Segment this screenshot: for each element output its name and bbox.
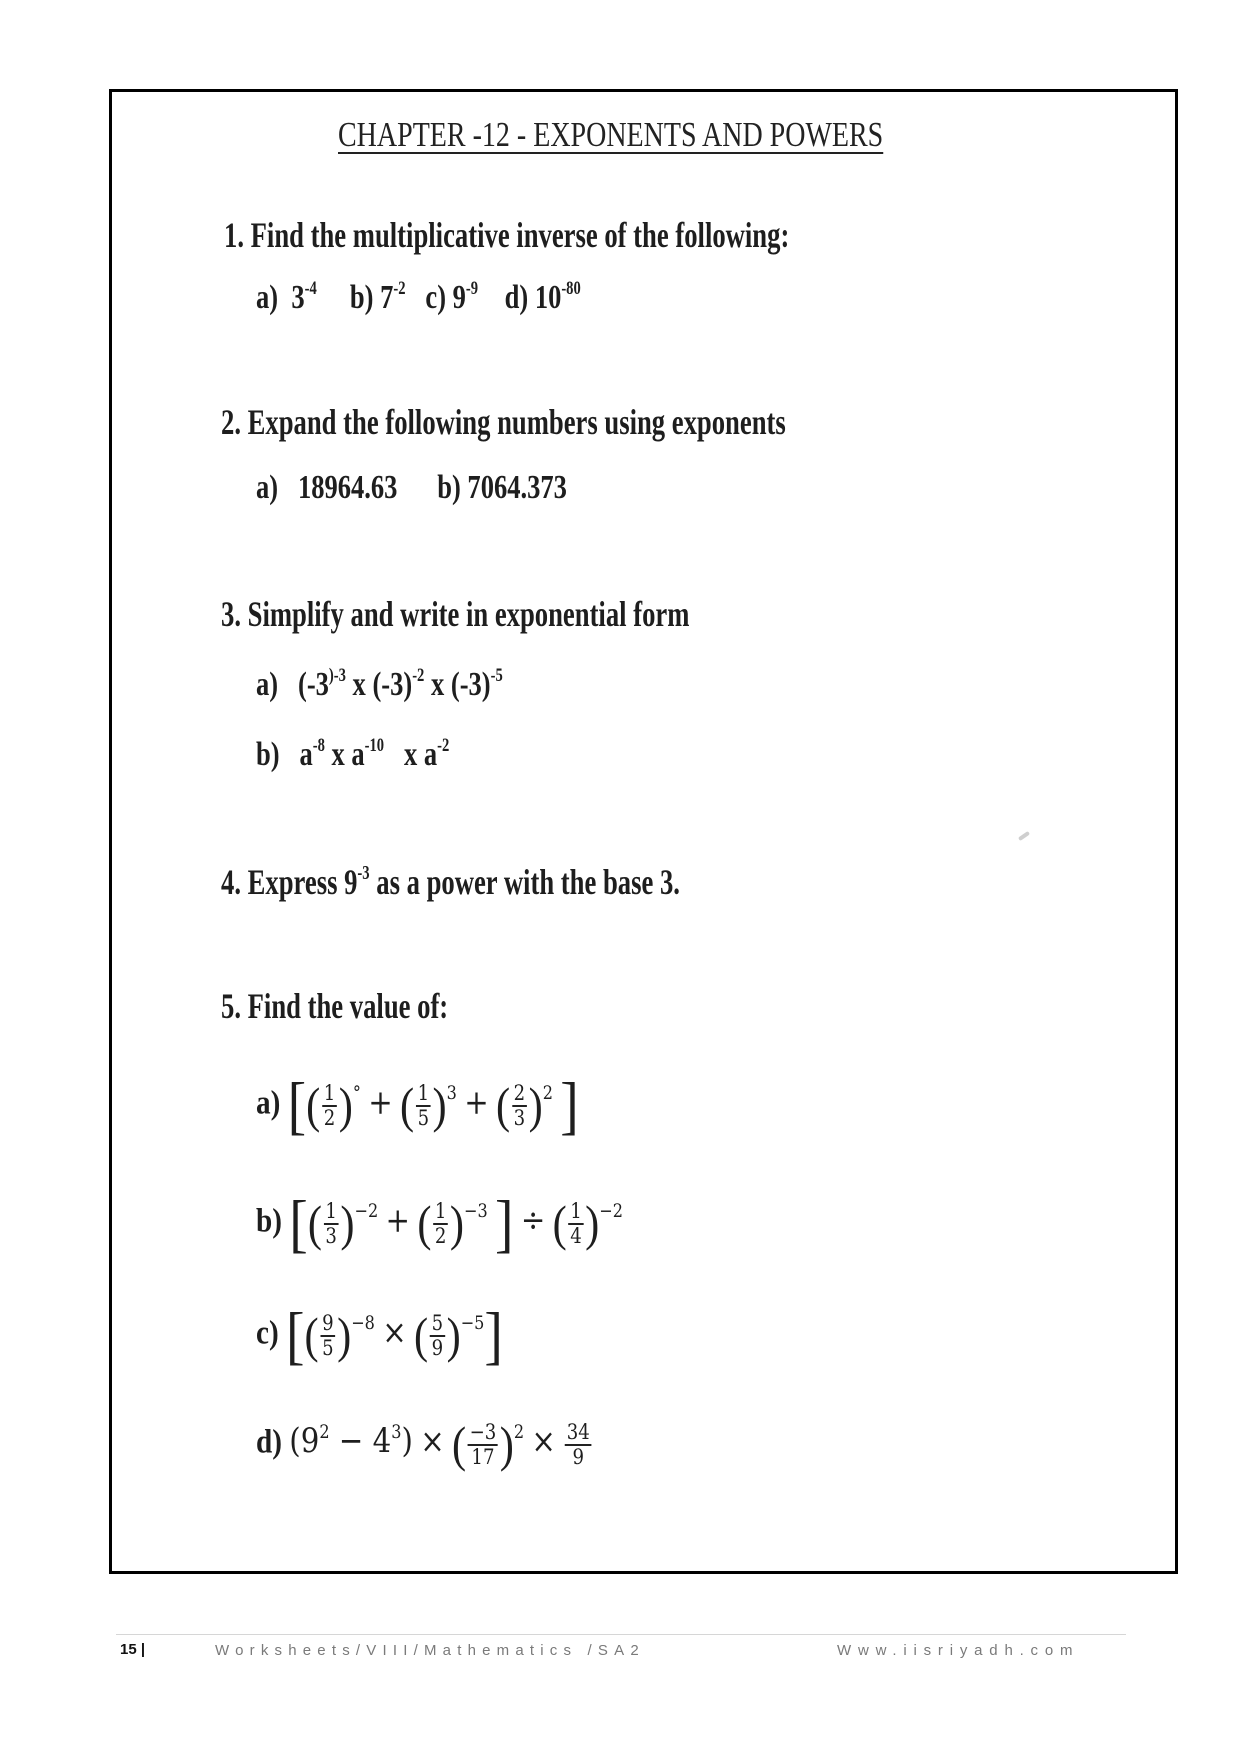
question-3 <box>221 593 689 635</box>
question-1 <box>224 214 789 256</box>
question-number: 5. <box>221 986 241 1026</box>
question-4: 4. Express $9^{-3}$ as a power with the base 3. <box>221 862 680 902</box>
question-number: 3. <box>221 594 241 634</box>
question-5-part-c: c) [( $\frac{9}{5}$ )$^{-8}$ × ( $\frac{5}{9}$ )$^{-5}$] <box>256 1299 503 1371</box>
expression: $3^{-4}$ <box>291 277 317 316</box>
question-prompt: Find the value of: <box>247 986 449 1026</box>
expression: $9^{-9}$ <box>452 277 479 316</box>
footer-path: Worksheets/VIII/Mathematics /SA2 <box>215 1642 645 1659</box>
expression: $9^{-3}$ <box>344 862 370 902</box>
expression: $7^{-2}$ <box>380 277 406 316</box>
question-5 <box>221 985 448 1027</box>
question-prompt: Simplify and write in exponential form <box>247 594 690 634</box>
question-1-parts: a) $3^{-4}$ b) $7^{-2}$ c) $9^{-9}$ d) $10^{-80}$ <box>256 277 581 316</box>
number-value: 18964.63 <box>297 469 398 506</box>
question-2 <box>221 401 786 443</box>
footer-website: Www.iisriyadh.com <box>837 1642 1080 1659</box>
question-5-part-b: b) [( $\frac{1}{3}$ )$^{-2}$ + ( $\frac{1}{2}$ )$^{-3}$ ] ÷ ( $\frac{1}{4}$ )$^{-2}$ <box>256 1187 624 1259</box>
question-number: 4. <box>221 862 241 902</box>
footer-divider <box>116 1634 1126 1635</box>
question-prompt: Find the multiplicative inverse of the following: <box>250 215 790 255</box>
expression: $10^{-80}$ <box>534 277 581 316</box>
question-5-part-a: a) [( $\frac{1}{2}$ )° + ( $\frac{1}{5}$ )$^3$ + ( $\frac{2}{3}$ )$^2$ ] <box>256 1069 579 1141</box>
question-3-part-b: b) $a^{-8}$ x $a^{-10}$ x $a^{-2}$ <box>256 734 450 773</box>
question-number: 1. <box>224 215 244 255</box>
question-3-part-a: a) ($-3^{)-3}$ x $(-3)^{-2}$ x $(-3)^{-5}$ <box>256 664 503 703</box>
question-number: 2. <box>221 402 241 442</box>
question-2-parts: a) 18964.63 b) 7064.373 <box>256 469 567 506</box>
number-value: 7064.373 <box>467 469 567 506</box>
question-prompt: Expand the following numbers using exponents <box>247 402 786 442</box>
question-5-part-d: d) $(9^2 - 4^3)$ × ( $\frac{-3}{17}$ )$^2$ × $\frac{34}{9}$ <box>256 1417 590 1472</box>
page-title: CHAPTER -12 - EXPONENTS AND POWERS <box>338 115 884 154</box>
page-number: 15 | <box>120 1641 146 1658</box>
